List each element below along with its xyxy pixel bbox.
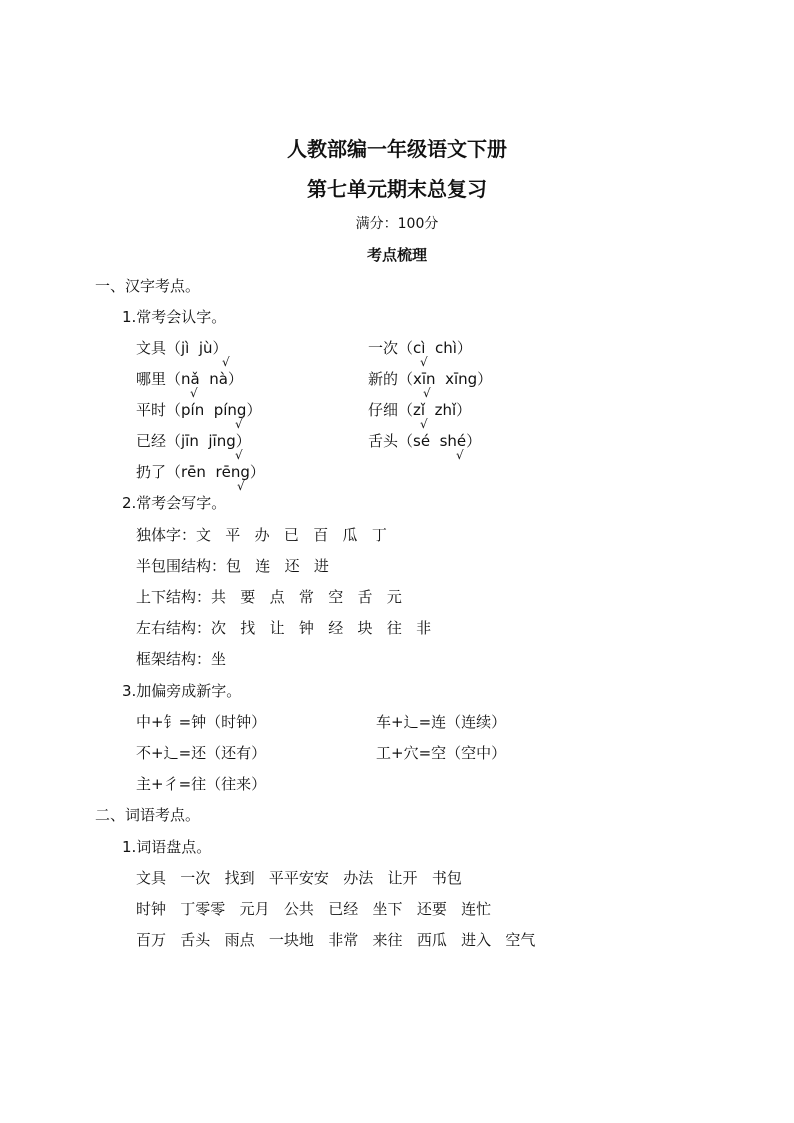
radical-item: 车+辶=连（连续）: [376, 713, 507, 731]
check-icon: √: [420, 417, 428, 431]
pinyin-item: 仔细（zǐ zhǐ）: [368, 401, 472, 419]
structure-row: 上下结构：共 要 点 常 空 舌 元: [136, 588, 402, 606]
check-icon: √: [423, 386, 431, 400]
radical-item: 主+彳=往（往来）: [136, 775, 267, 793]
pinyin-item: 平时（pín píng）: [136, 401, 262, 419]
pinyin-item: 舌头（sé shé）: [368, 432, 482, 450]
check-icon: √: [190, 386, 198, 400]
word-row: 文具 一次 找到 平平安安 办法 让开 书包: [136, 869, 462, 887]
check-icon: √: [456, 448, 464, 462]
structure-row: 独体字：文 平 办 已 百 瓜 丁: [136, 526, 387, 544]
pinyin-item: 哪里（nǎ nà）: [136, 370, 243, 388]
check-icon: √: [237, 479, 245, 493]
sub1-heading: 1.常考会认字。: [122, 308, 227, 326]
structure-row: 左右结构：次 找 让 钟 经 块 往 非: [136, 619, 432, 637]
pinyin-item: 已经（jīn jīng）: [136, 432, 251, 450]
check-icon: √: [222, 355, 230, 369]
page-subtitle: 第七单元期末总复习: [307, 177, 487, 201]
section-label: 考点梳理: [366, 246, 427, 264]
pinyin-item: 文具（jì jù）: [136, 339, 228, 357]
check-icon: √: [235, 448, 243, 462]
sub3-heading: 3.加偏旁成新字。: [122, 682, 242, 700]
word-row: 时钟 丁零零 元月 公共 已经 坐下 还要 连忙: [136, 900, 492, 918]
section1-heading: 一、汉字考点。: [95, 277, 201, 295]
structure-row: 半包围结构：包 连 还 进: [136, 557, 329, 575]
pinyin-item: 新的（xīn xīng）: [368, 370, 493, 388]
sub2-heading: 2.常考会写字。: [122, 494, 227, 512]
pinyin-item: 一次（cì chì）: [368, 339, 472, 357]
word-row: 百万 舌头 雨点 一块地 非常 来往 西瓜 进入 空气: [136, 931, 536, 949]
pinyin-item: 扔了（rēn rēng）: [136, 463, 265, 481]
radical-item: 不+辶=还（还有）: [136, 744, 267, 762]
radical-item: 中+钅=钟（时钟）: [136, 713, 267, 731]
check-icon: √: [420, 355, 428, 369]
radical-item: 工+穴=空（空中）: [376, 744, 507, 762]
check-icon: √: [235, 417, 243, 431]
page-title: 人教部编一年级语文下册: [287, 137, 507, 161]
section2-heading: 二、词语考点。: [95, 806, 201, 824]
word-list-heading: 1.词语盘点。: [122, 838, 212, 856]
structure-row: 框架结构：坐: [136, 650, 227, 668]
score-line: 满分：100分: [355, 216, 439, 232]
